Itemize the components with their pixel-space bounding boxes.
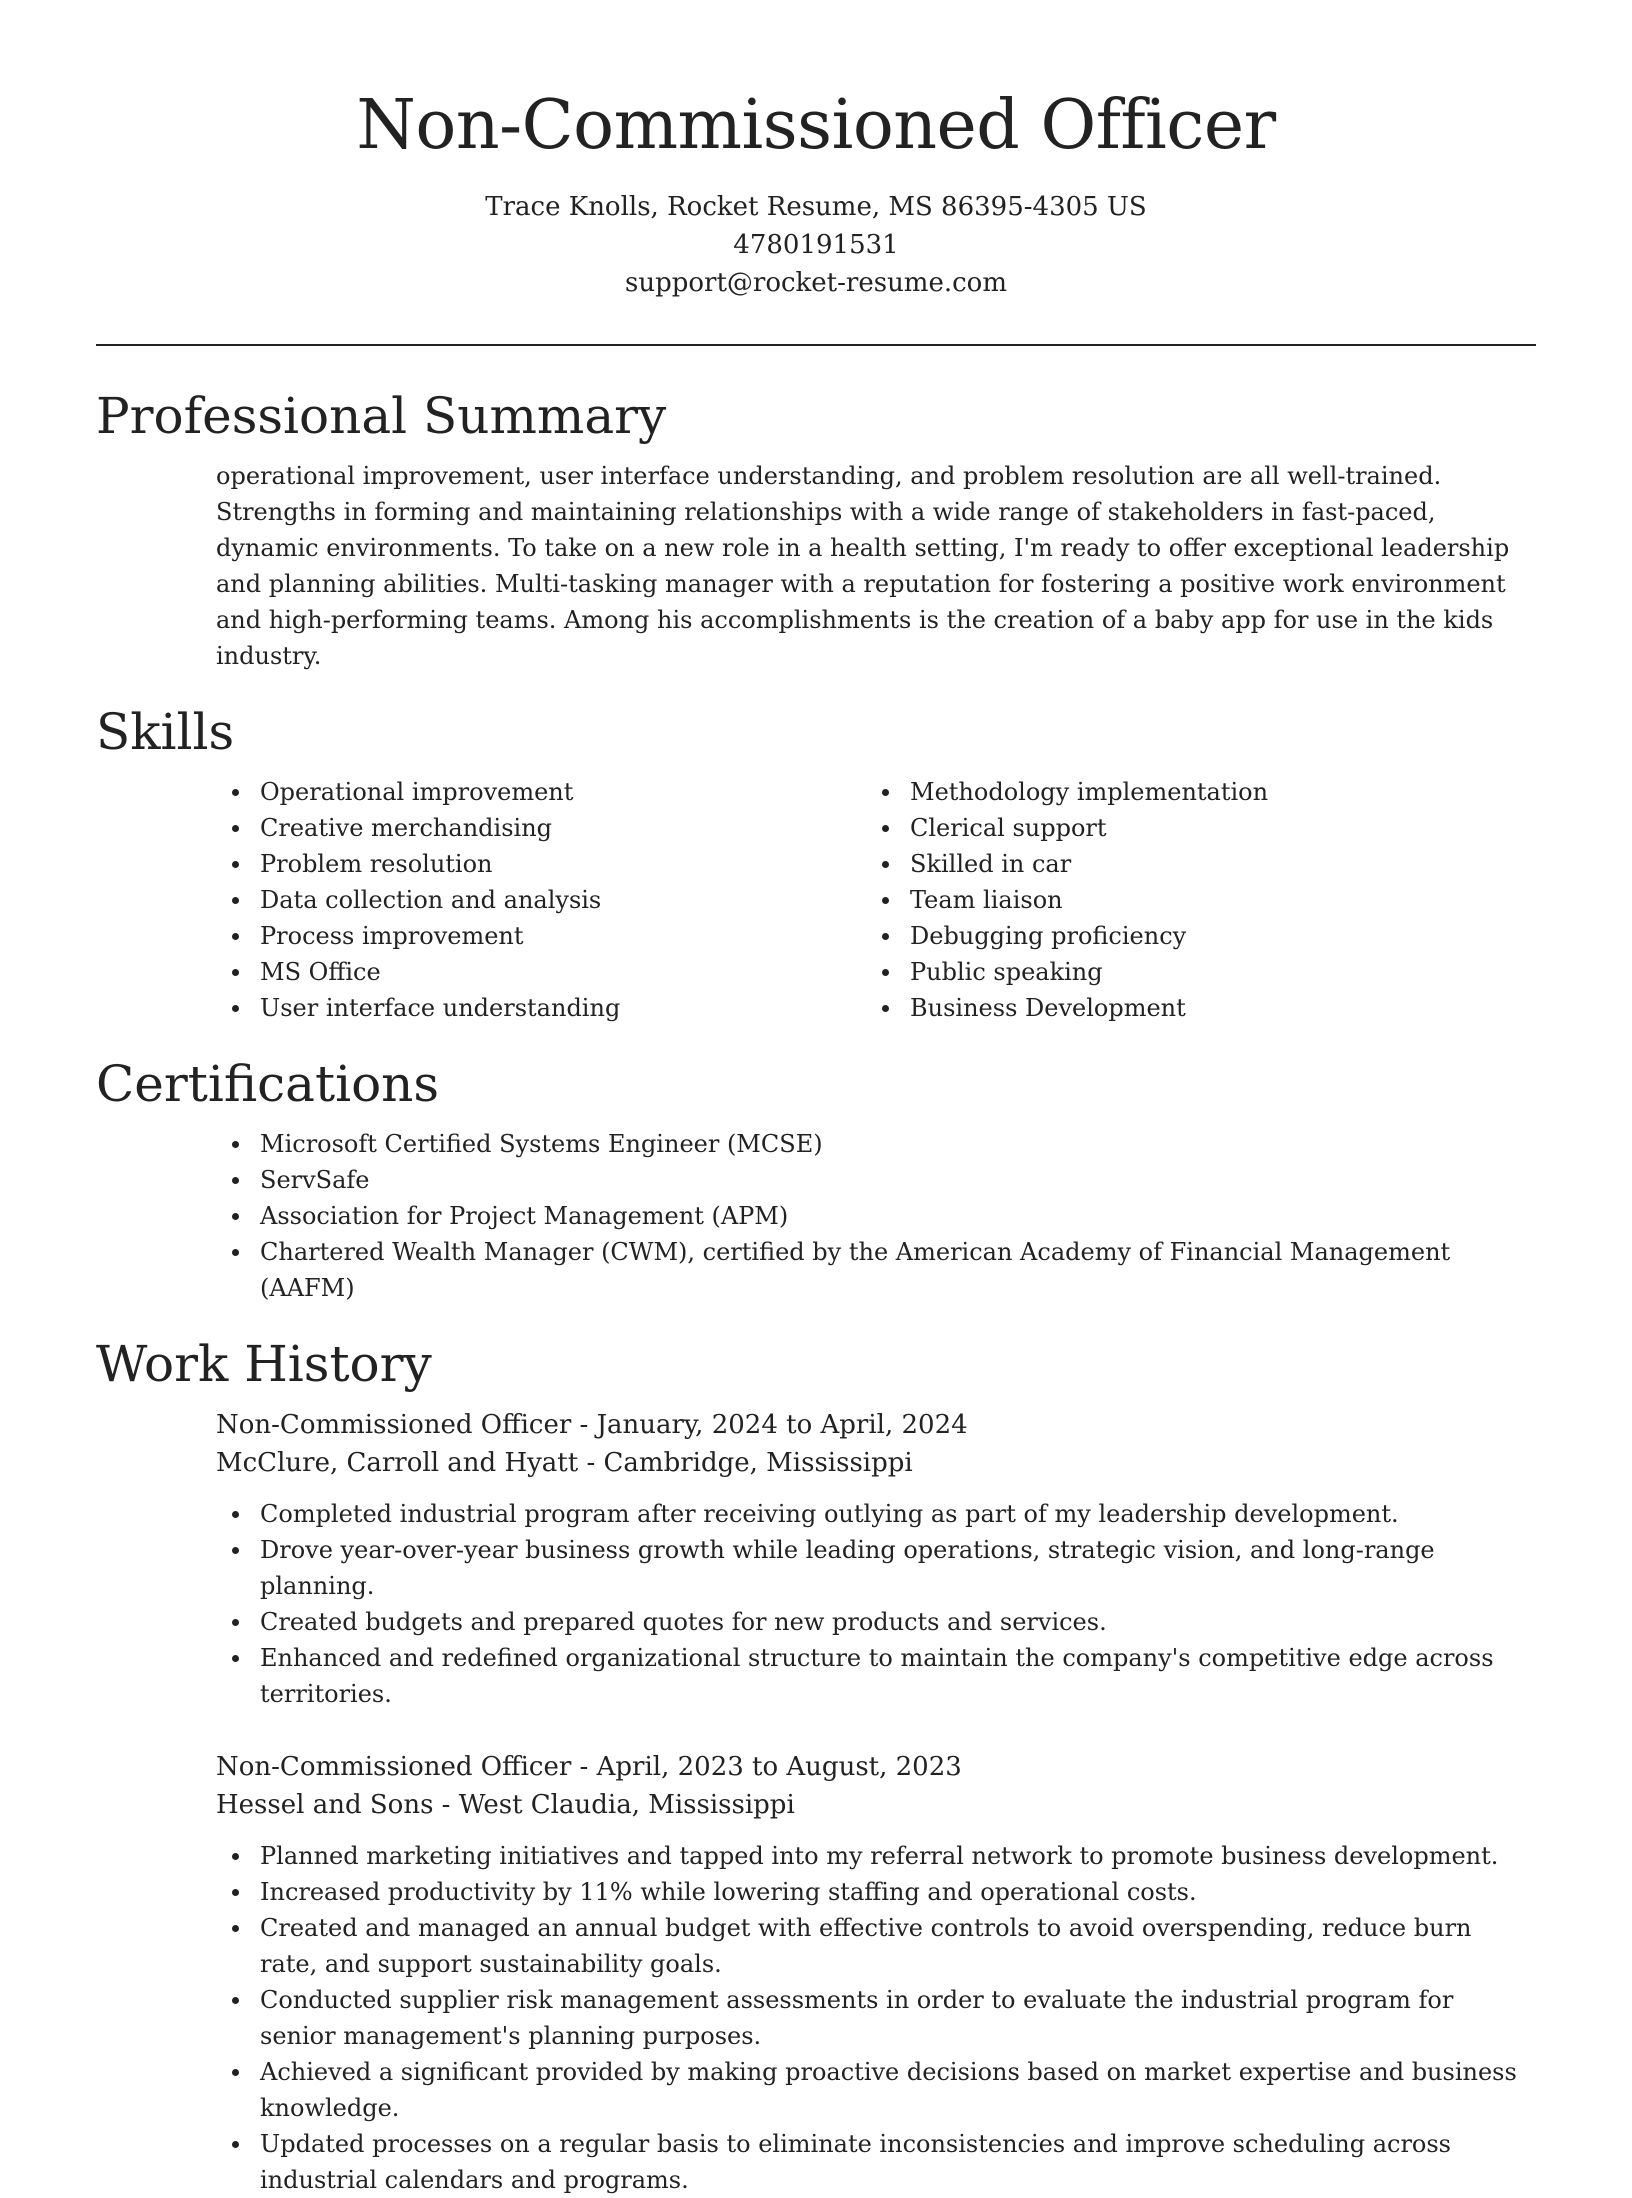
- job-title-line: [216, 1406, 1536, 1444]
- certifications-list: [216, 1126, 1536, 1306]
- job-entry: [96, 1406, 1536, 1712]
- skill-item: Problem resolution: [216, 846, 866, 882]
- skills-heading: Skills: [96, 703, 235, 761]
- job-bullet-item: Enhanced and redefined organizational structure to maintain the company's competitive edge across territories.: [216, 1640, 1536, 1712]
- job-bullet-item: Completed industrial program after receiving outlying as part of my leadership development.: [216, 1496, 1536, 1532]
- job-bullet-item: Planned marketing initiatives and tapped into my referral network to promote business development.: [216, 1838, 1536, 1874]
- summary-heading: Professional Summary: [96, 387, 667, 445]
- contact-email: support@rocket-resume.com: [624, 268, 1007, 298]
- skill-item: Operational improvement: [216, 774, 866, 810]
- header-divider: [96, 344, 1536, 346]
- skill-item: Skilled in car: [866, 846, 1516, 882]
- skill-item: Team liaison: [866, 882, 1516, 918]
- skill-item: Public speaking: [866, 954, 1516, 990]
- page-title: Non-Commissioned Officer: [356, 86, 1276, 165]
- skill-item: Data collection and analysis: [216, 882, 866, 918]
- job-title-line: [216, 1748, 1536, 1786]
- skills-section: [96, 702, 1536, 1026]
- contact-address: Trace Knolls, Rocket Resume, MS 86395-4305 US: [485, 192, 1147, 222]
- job-bullet-item: Conducted supplier risk management assessments in order to evaluate the industrial program for senior management's planning purposes.: [216, 1982, 1536, 2054]
- skill-item: Creative merchandising: [216, 810, 866, 846]
- summary-section: [96, 386, 1536, 674]
- certifications-section: [96, 1054, 1536, 1306]
- resume-header: [96, 0, 1536, 302]
- certification-item: Microsoft Certified Systems Engineer (MCSE): [216, 1126, 1536, 1162]
- job-location: - Cambridge, Mississippi: [578, 1448, 913, 1478]
- skills-column-right: [866, 774, 1516, 1026]
- work-jobs: [96, 1406, 1536, 2198]
- certification-item: Chartered Wealth Manager (CWM), certified by the American Academy of Financial Management (AAFM): [216, 1234, 1536, 1306]
- skill-item: MS Office: [216, 954, 866, 990]
- job-company-line: [216, 1444, 1536, 1482]
- skill-item: Business Development: [866, 990, 1516, 1026]
- skills-columns: [216, 774, 1536, 1026]
- job-title: Non-Commissioned Officer: [216, 1752, 572, 1782]
- skill-item: Methodology implementation: [866, 774, 1516, 810]
- job-bullet-item: Created budgets and prepared quotes for new products and services.: [216, 1604, 1536, 1640]
- job-bullet-item: Updated processes on a regular basis to eliminate inconsistencies and improve scheduling across industrial calendars and programs.: [216, 2126, 1536, 2198]
- job-bullet-item: Drove year-over-year business growth while leading operations, strategic vision, and long-range planning.: [216, 1532, 1536, 1604]
- job-bullet-item: Achieved a significant provided by making proactive decisions based on market expertise and business knowledge.: [216, 2054, 1536, 2126]
- certification-item: ServSafe: [216, 1162, 1536, 1198]
- resume-page: [96, 0, 1536, 2198]
- work-heading: Work History: [96, 1335, 432, 1393]
- certifications-heading: Certifications: [96, 1055, 440, 1113]
- job-bullet-item: Created and managed an annual budget with effective controls to avoid overspending, reduce burn rate, and support sustainability goals.: [216, 1910, 1536, 1982]
- skills-list-right: [866, 774, 1516, 1026]
- certifications-block: [216, 1126, 1536, 1306]
- job-company: McClure, Carroll and Hyatt: [216, 1448, 579, 1478]
- job-location: - West Claudia, Mississippi: [433, 1790, 795, 1820]
- job-bullet-item: Increased productivity by 11% while lowering staffing and operational costs.: [216, 1874, 1536, 1910]
- work-section: [96, 1334, 1536, 2198]
- skills-column-left: [216, 774, 866, 1026]
- certification-item: Association for Project Management (APM): [216, 1198, 1536, 1234]
- job-dates: - April, 2023 to August, 2023: [571, 1752, 962, 1782]
- contact-block: [96, 188, 1536, 302]
- job-bullet-list: [216, 1496, 1536, 1712]
- job-dates: - January, 2024 to April, 2024: [571, 1410, 968, 1440]
- contact-phone: 4780191531: [733, 230, 899, 260]
- job-company-line: [216, 1786, 1536, 1824]
- job-entry: [96, 1748, 1536, 2198]
- skill-item: Clerical support: [866, 810, 1516, 846]
- skill-item: Debugging proficiency: [866, 918, 1516, 954]
- job-bullets-block: [216, 1838, 1536, 2198]
- skill-item: User interface understanding: [216, 990, 866, 1026]
- job-title: Non-Commissioned Officer: [216, 1410, 572, 1440]
- summary-text: operational improvement, user interface understanding, and problem resolution are all well-trained. Strengths in forming and maintaining relationships with a wide range of stakeholders in fast-paced, dynamic environments. To take on a new role in a health setting, I'm ready to offer exceptional leadership and planning abilities. Multi-tasking manager with a reputation for fostering a positive work environment and high-performing teams. Among his accomplishments is the creation of a baby app for use in the kids industry.: [216, 462, 1510, 670]
- skills-list-left: [216, 774, 866, 1026]
- skill-item: Process improvement: [216, 918, 866, 954]
- job-company: Hessel and Sons: [216, 1790, 434, 1820]
- job-bullets-block: [216, 1496, 1536, 1712]
- job-bullet-list: [216, 1838, 1536, 2198]
